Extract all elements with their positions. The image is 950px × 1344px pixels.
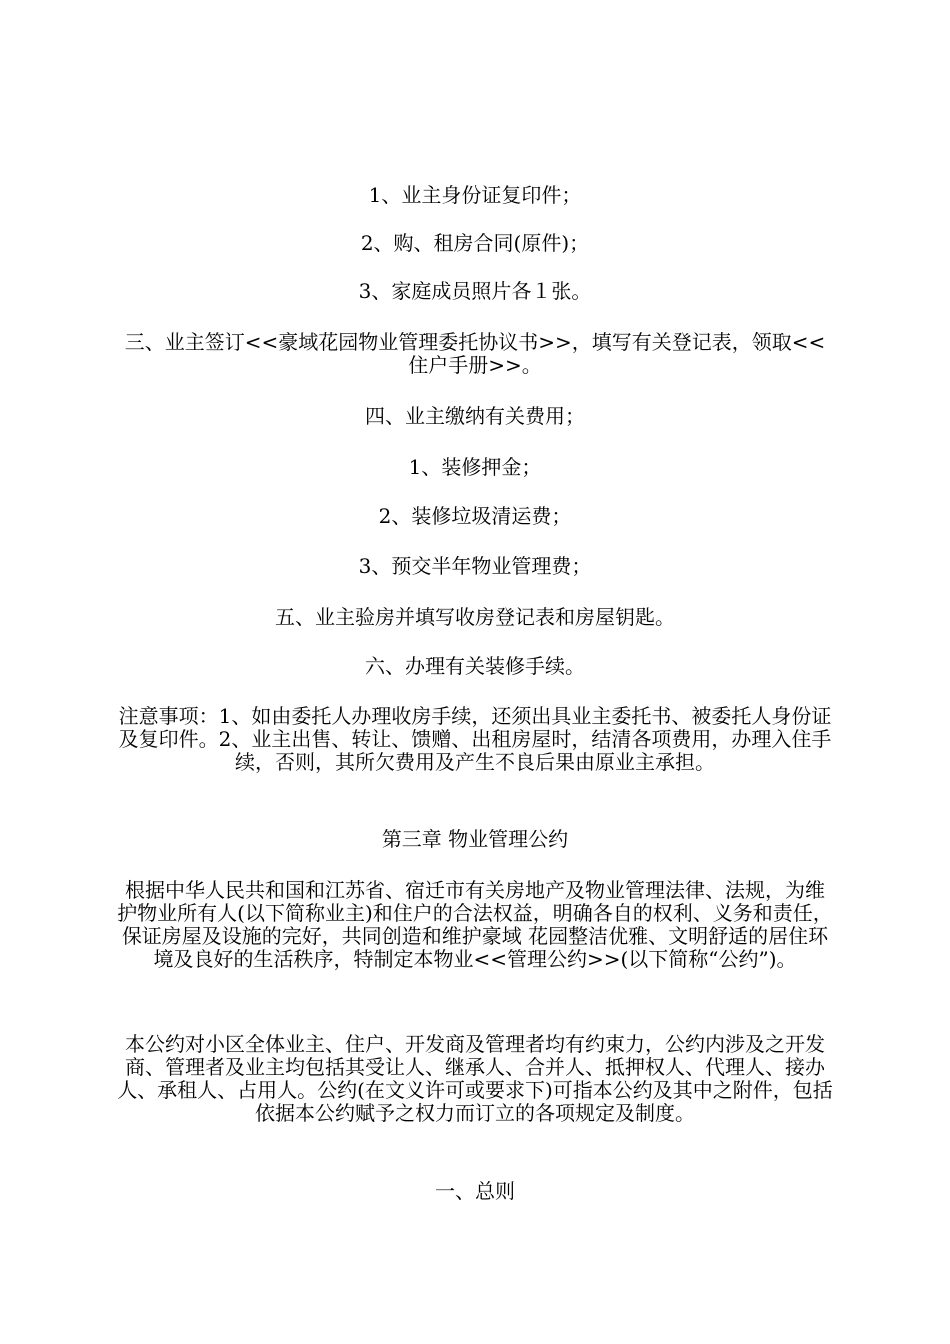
list-item-prepay-fee: 3、预交半年物业管理费； <box>358 554 592 578</box>
step-four-heading: 四、业主缴纳有关费用； <box>365 404 585 428</box>
notes-paragraph: 注意事项：1、如由委托人办理收房手续，还须出具业主委托书、被委托人身份证及复印件。2、业主出售、转让、馈赠、出租房屋时，结清各项费用，办理入住手续，否则，其所欠费用及产生不良后果由原业主承担。 <box>118 704 832 774</box>
list-item-contract: 2、购、租房合同(原件)； <box>360 231 590 255</box>
document-page <box>116 0 834 1344</box>
preamble-paragraph: 根据中华人民共和国和江苏省、宿迁市有关房地产及物业管理法律、法规，为维护物业所有人(以下简称业主)和住户的合法权益，明确各自的权利、义务和责任，保证房屋及设施的完好，共同创造和维护豪域 花园整洁优雅、文明舒适的居住环境及良好的生活秩序，特制定本物业<<管理公约>>(以下简称“公约”)。 <box>117 878 833 971</box>
list-item-photos: 3、家庭成员照片各１张。 <box>358 279 592 303</box>
list-item-id-copy: 1、业主身份证复印件； <box>368 183 582 207</box>
list-item-deposit: 1、装修押金； <box>408 455 542 479</box>
section-heading-general: 一、总则 <box>435 1179 515 1203</box>
chapter-title: 第三章 物业管理公约 <box>381 827 569 851</box>
step-six-paragraph: 六、办理有关装修手续。 <box>365 654 585 678</box>
step-five-paragraph: 五、业主验房并填写收房登记表和房屋钥匙。 <box>275 605 675 629</box>
step-three-paragraph: 三、业主签订<<豪域花园物业管理委托协议书>>，填写有关登记表，领取<<住户手册>>。 <box>124 330 826 377</box>
scope-paragraph: 本公约对小区全体业主、住户、开发商及管理者均有约束力，公约内涉及之开发商、管理者及业主均包括其受让人、继承人、合并人、抵押权人、代理人、接办人、承租人、占用人。公约(在文义许可或要求下)可指本公约及其中之附件，包括依据本公约赋予之权力而订立的各项规定及制度。 <box>117 1032 833 1125</box>
list-item-waste-fee: 2、装修垃圾清运费； <box>378 504 572 528</box>
